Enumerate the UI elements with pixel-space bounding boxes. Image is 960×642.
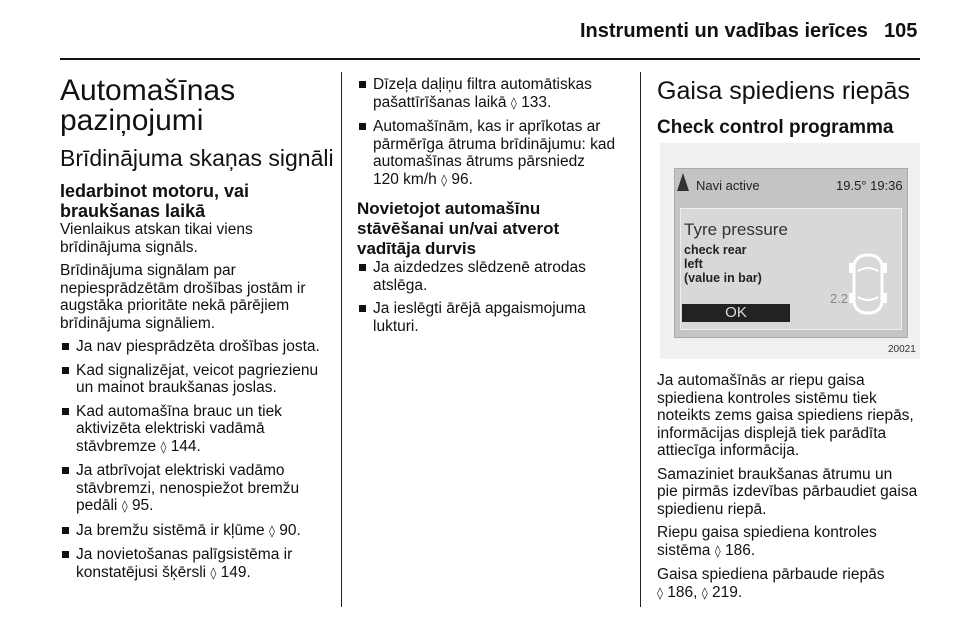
tyre-pressure-title: Tyre pressure xyxy=(684,220,788,239)
subsection-title: Iedarbinot motoru, vai braukšanas laikā xyxy=(60,181,250,221)
pressure-value: 2.2 xyxy=(830,291,849,306)
page-header-title: Instrumenti un vadības ierīces xyxy=(580,20,868,42)
reference-icon: ◊ xyxy=(210,565,217,580)
paragraph: Ja automašīnās ar riepu gaisa spiediena kontroles sistēmu tiek noteikts zems gaisa spiediens riepās, informācijas displejā tiek parādīta attiecīga informācija. xyxy=(657,372,914,459)
header-rule xyxy=(60,58,920,60)
column-divider-2 xyxy=(640,72,641,607)
section-title: Check control programma xyxy=(657,117,894,138)
left-column xyxy=(60,76,338,588)
page-reference[interactable]: 149. xyxy=(220,563,251,581)
middle-column xyxy=(357,76,635,341)
subsection-title: Novietojot automašīnu stāvēšanai un/vai atverot vadītāja durvis xyxy=(357,199,560,258)
warning-list xyxy=(357,76,635,189)
ok-button[interactable]: OK xyxy=(682,304,790,322)
right-column-body xyxy=(657,372,927,608)
temp-time-status: 19.5° 19:36 xyxy=(836,178,903,193)
right-column xyxy=(657,76,927,138)
page-reference[interactable]: 186, xyxy=(667,583,698,601)
paragraph: Vienlaikus atskan tikai viens brīdinājuma signāls. xyxy=(60,221,253,256)
list-item: Ja atbrīvojat elektriski vadāmo stāvbremzi, nenospiežot bremžu pedāli ◊ 95. xyxy=(60,462,338,516)
list-item: Ja bremžu sistēmā ir kļūme ◊ 90. xyxy=(60,522,338,541)
reference-icon: ◊ xyxy=(160,439,167,454)
navi-status: Navi active xyxy=(696,178,760,193)
page-reference[interactable]: 133. xyxy=(521,93,552,111)
tyre-pressure-figure xyxy=(660,143,920,359)
tyre-pressure-message: check rear left (value in bar) xyxy=(684,243,762,285)
paragraph: Riepu gaisa spiediena kontroles sistēma ◊ 186. xyxy=(657,524,877,559)
list-item: Ja novietošanas palīgsistēma ir konstatējusi šķērsli ◊ 149. xyxy=(60,546,338,582)
reference-icon: ◊ xyxy=(510,95,517,110)
warning-list xyxy=(60,338,338,582)
page-number: 105 xyxy=(884,20,918,42)
list-item: Automašīnām, kas ir aprīkotas ar pārmērīga ātruma brīdinājumu: kad automašīnas ātrums pārsniedz 120 km/h ◊ 96. xyxy=(357,118,635,189)
navigation-arrow-icon xyxy=(677,173,689,191)
list-item: Kad automašīna brauc un tiek aktivizēta elektriski vadāmā stāvbremze ◊ 144. xyxy=(60,403,338,457)
page-reference[interactable]: 186. xyxy=(724,541,756,559)
chapter-title: Automašīnas paziņojumi xyxy=(60,74,236,137)
list-item: Ja aizdedzes slēdzenē atrodas atslēga. xyxy=(357,259,635,294)
column-divider-1 xyxy=(341,72,342,607)
list-item: Ja nav piesprādzēta drošības josta. xyxy=(60,338,338,356)
page-reference[interactable]: 95. xyxy=(131,497,154,514)
section-title: Brīdinājuma skaņas signāli xyxy=(60,145,334,171)
paragraph: Gaisa spiediena pārbaude riepās ◊ 186, ◊ 219. xyxy=(657,566,885,601)
list-item: Dīzeļa daļiņu filtra automātiskas pašattīrīšanas laikā ◊ 133. xyxy=(357,76,635,112)
reference-icon: ◊ xyxy=(268,523,275,538)
page-reference[interactable]: 96. xyxy=(451,170,473,188)
car-outline-icon xyxy=(846,251,890,317)
paragraph: Brīdinājuma signālam par nepiesprādzētām drošības jostām ir augstāka prioritāte nekā pārējiem brīdinājuma signāliem. xyxy=(60,262,306,332)
list-item: Ja ieslēgti ārējā apgaismojuma lukturi. xyxy=(357,300,635,335)
figure-number: 20021 xyxy=(888,344,916,355)
reference-icon: ◊ xyxy=(657,585,663,600)
list-item: Kad signalizējat, veicot pagriezienu un mainot braukšanas joslas. xyxy=(60,362,338,397)
reference-icon: ◊ xyxy=(441,172,448,187)
reference-icon: ◊ xyxy=(121,499,128,513)
paragraph: Samaziniet braukšanas ātrumu un pie pirmās izdevības pārbaudiet gaisa spiedienu riepā. xyxy=(657,465,918,518)
chapter-title: Gaisa spiediens riepās xyxy=(657,77,910,105)
reference-icon: ◊ xyxy=(714,543,721,558)
page-reference[interactable]: 90. xyxy=(279,521,301,539)
page-reference[interactable]: 219. xyxy=(711,583,743,601)
warning-list xyxy=(357,259,635,335)
reference-icon: ◊ xyxy=(701,585,708,600)
page-reference[interactable]: 144. xyxy=(170,437,201,455)
